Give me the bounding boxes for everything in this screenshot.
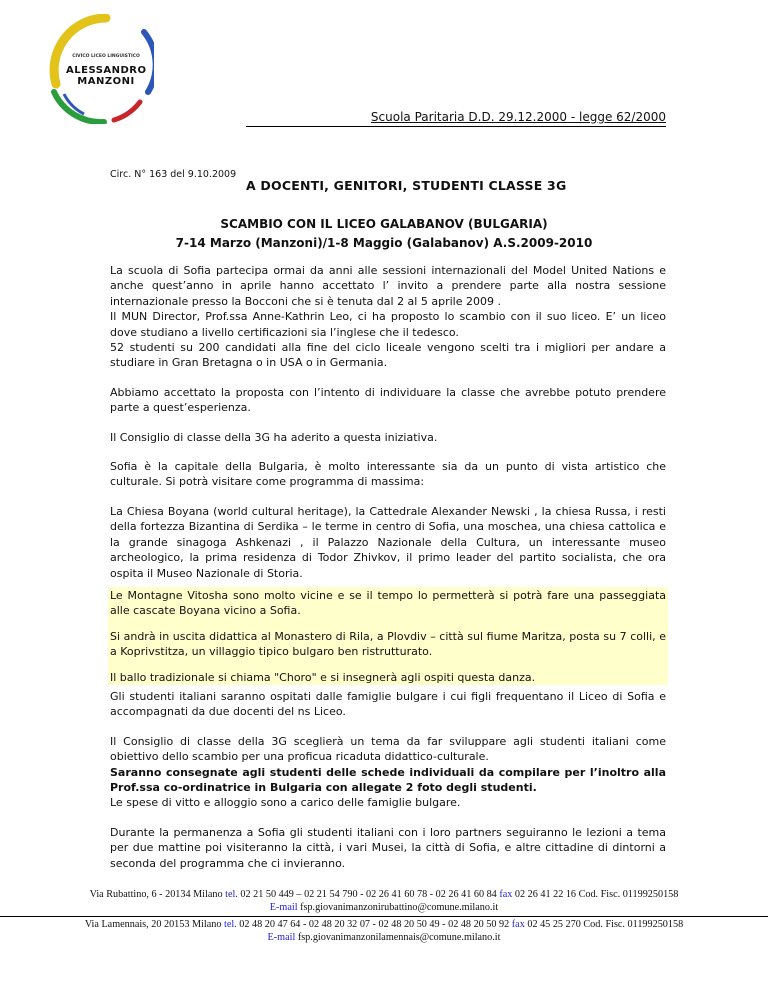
highlighted-paragraph: Si andrà in uscita didattica al Monastero di Rila, a Plovdiv – città sul fiume Maritza, posta su 7 colli, e a Koprivstitza, un villaggio tipico bulgaro ben ristrutturato. xyxy=(110,629,666,659)
highlighted-section xyxy=(108,587,668,685)
paragraph: Il Consiglio di classe della 3G ha aderito a questa iniziativa. xyxy=(110,430,438,444)
highlighted-paragraph: Le Montagne Vitosha sono molto vicine e se il tempo lo permetterà si potrà fare una passeggiata alle cascate Boyana vicino a Sofia. xyxy=(110,588,666,618)
footer-email-lamennais xyxy=(0,931,768,944)
fax-label: fax xyxy=(499,889,513,900)
footer xyxy=(0,888,768,944)
circular-number: Circ. N° 163 del 9.10.2009 xyxy=(110,169,237,180)
paragraph: Abbiamo accettato la proposta con l’intento di individuare la classe che avrebbe potuto prendere parte a quest’esperienza. xyxy=(110,385,666,415)
email-link[interactable]: fsp.giovanimanzonilamennais@comune.milano.it xyxy=(295,932,501,943)
paragraph: La Chiesa Boyana (world cultural heritage), la Cattedrale Alexander Newski , la chiesa Russa, i resti della fortezza Bizantina di Serdika – le terme in centro di Sofia, una moschea, una chiesa cattolica e la grande sinagoga Ashkenazi , il Palazzo Nazionale della Cultura, un interessante museo archeologico, la prima residenza di Todor Zhivkov, il primo leader del partito socialista, che ora ospita il Museo Nazionale di Storia. xyxy=(110,504,666,580)
logo-line-1: ALESSANDRO xyxy=(66,65,147,76)
school-status-line xyxy=(246,110,666,127)
paragraph: Le spese di vitto e alloggio sono a carico delle famiglie bulgare. xyxy=(110,796,461,810)
tel-label: tel. xyxy=(225,889,238,900)
school-logo xyxy=(44,14,154,124)
email-link[interactable]: fsp.giovanimanzonirubattino@comune.milano.it xyxy=(297,902,499,913)
recipients-heading: A DOCENTI, GENITORI, STUDENTI CLASSE 3G xyxy=(246,178,567,193)
paragraph: Gli studenti italiani saranno ospitati dalle famiglie bulgare i cui figli frequentano il Liceo di Sofia e accompagnati da due docenti del ns Liceo. xyxy=(110,689,666,719)
footer-divider xyxy=(0,916,768,917)
logo-ring-text: CIVICO LICEO LINGUISTICO xyxy=(72,54,140,59)
paragraph: 52 studenti su 200 candidati alla fine del ciclo liceale vengono scelti tra i migliori per andare a studiare in Gran Bretagna o in USA o in Germania. xyxy=(110,341,666,370)
document-body xyxy=(110,263,666,885)
paragraph: Sofia è la capitale della Bulgaria, è molto interessante sia da un punto di vista artistico che culturale. Si potrà visitare come programma di massima: xyxy=(110,460,666,489)
paragraph-bold: Saranno consegnate agli studenti delle schede individuali da compilare per l’inoltro alla Prof.ssa co-ordinatrice in Bulgaria con allegate 2 foto degli studenti. xyxy=(110,765,666,794)
footer-line-rubattino: Via Rubattino, 6 - 20134 Milano tel. 02 21 50 449 – 02 21 54 790 - 02 26 41 60 78 - 02 26 41 60 84 fax 02 26 41 22 16 Cod. Fisc. 01199250158 xyxy=(89,889,679,900)
title-line-2: 7-14 Marzo (Manzoni)/1-8 Maggio (Galabanov) A.S.2009-2010 xyxy=(175,236,593,250)
document-title xyxy=(0,215,768,253)
tel-label: tel. xyxy=(223,919,237,930)
paragraph: Il MUN Director, Prof.ssa Anne-Kathrin Leo, ci ha proposto lo scambio con il suo liceo. E’ un liceo dove studiano a livello certificazioni sia l’inglese che il tedesco. xyxy=(110,310,666,339)
fax-label: fax xyxy=(511,919,525,930)
paragraph: Il Consiglio di classe della 3G sceglierà un tema da far sviluppare agli studenti italiani come obiettivo dello scambio per una proficua ricaduta didattico-culturale. xyxy=(110,734,666,764)
title-line-1: SCAMBIO CON IL LICEO GALABANOV (BULGARIA) xyxy=(220,217,548,231)
email-label: E-mail xyxy=(267,932,296,943)
logo-line-2: MANZONI xyxy=(77,76,135,87)
footer-line-lamennais: Via Lamennais, 20 20153 Milano tel. 02 48 20 47 64 - 02 48 20 32 07 - 02 48 20 50 49 - 02 48 20 50 92 fax 02 45 25 270 Cod. Fisc. 01199250158 xyxy=(84,919,684,930)
footer-email-rubattino xyxy=(0,901,768,914)
email-label: E-mail xyxy=(269,902,298,913)
paragraph: Durante la permanenza a Sofia gli studenti italiani con i loro partners seguiranno le lezioni a tema per due mattine poi visiteranno la città, i vari Musei, la città di Sofia, e altre cittadine di dintorni a seconda del programma che ci invieranno. xyxy=(110,825,666,870)
highlighted-paragraph: Il ballo tradizionale si chiama "Choro" e si insegnerà agli ospiti questa danza. xyxy=(110,670,536,684)
school-status: Scuola Paritaria D.D. 29.12.2000 - legge 62/2000 xyxy=(370,110,666,124)
paragraph: La scuola di Sofia partecipa ormai da anni alle sessioni internazionali del Model United Nations e anche quest’anno in aprile hanno accettato l’ invito a prendere parte alla nostra sessione internazionale presso la Bocconi che si è tenuta dal 2 al 5 aprile 2009 . xyxy=(110,264,666,308)
